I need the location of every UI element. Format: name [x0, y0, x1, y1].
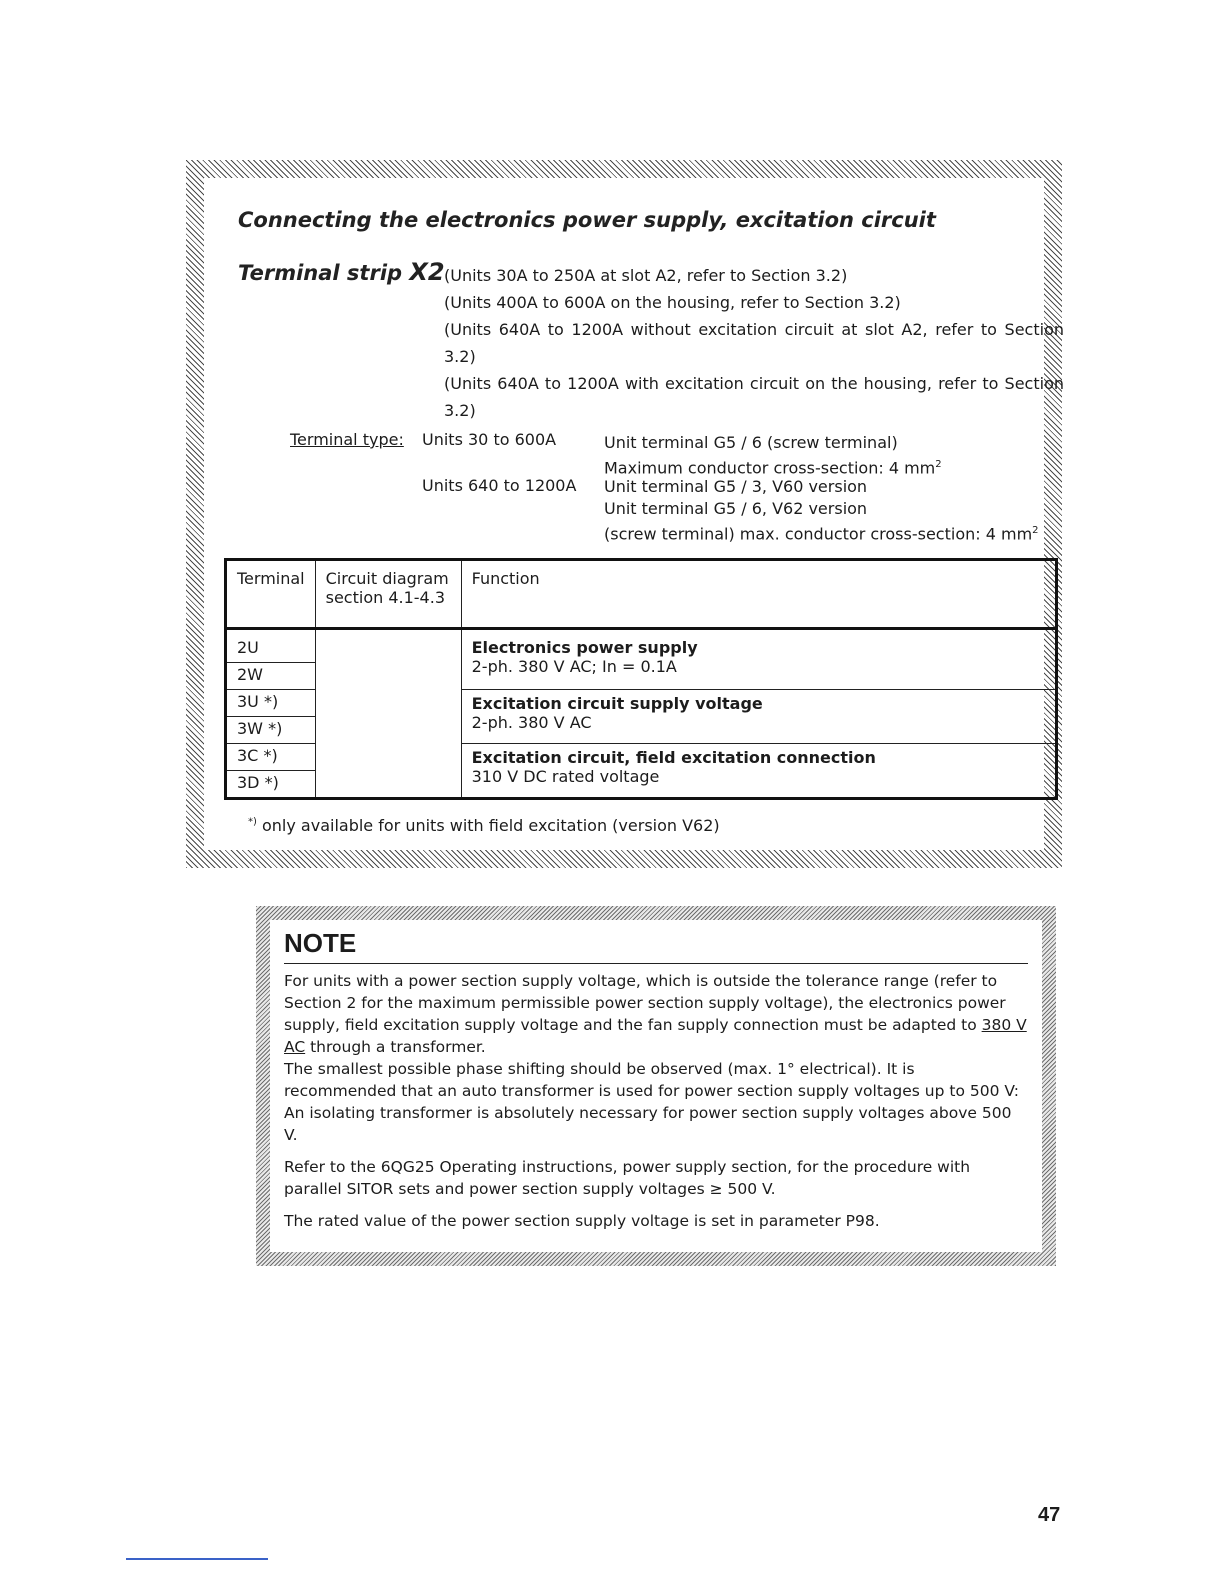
note-box-frame	[256, 906, 1056, 1266]
function-cell	[461, 690, 1056, 744]
function-detail: 2-ph. 380 V AC; In = 0.1A	[471, 657, 677, 676]
strip-note: (Units 640A to 1200A without excitation circuit at slot A2, refer to Section 3.2)	[444, 320, 1064, 366]
note-paragraph	[284, 970, 1028, 1146]
note-underlined-text: 380 V AC	[284, 1016, 1027, 1056]
note-text: through a transformer.	[305, 1038, 486, 1056]
note-title: NOTE	[284, 928, 1028, 964]
detail-line: Unit terminal G5 / 3, V60 version	[604, 477, 868, 496]
superscript: 2	[935, 459, 942, 470]
note-box	[270, 920, 1042, 1252]
footnote-mark: *)	[248, 816, 257, 828]
note-paragraph: The rated value of the power section supply voltage is set in parameter P98.	[284, 1212, 880, 1230]
table-row	[226, 629, 1057, 663]
strip-note: (Units 30A to 250A at slot A2, refer to Section 3.2)	[444, 266, 848, 285]
terminal-cell: 3C *)	[226, 744, 316, 771]
strip-note: (Units 640A to 1200A with excitation circuit on the housing, refer to Section 3.2)	[444, 374, 1064, 420]
strip-title-code: X2	[409, 258, 445, 286]
header-terminal: Terminal	[226, 560, 316, 629]
table-header-row	[226, 560, 1057, 629]
header-circuit-diagram: Circuit diagram section 4.1-4.3	[315, 560, 461, 629]
function-cell	[461, 629, 1056, 690]
footnote	[248, 816, 720, 835]
function-detail: 2-ph. 380 V AC	[471, 713, 592, 732]
detail-text: Maximum conductor cross-section: 4 mm	[604, 458, 936, 478]
terminal-cell: 3U *)	[226, 690, 316, 717]
connection-section	[204, 178, 1064, 850]
connection-section-frame	[186, 160, 1062, 868]
section-title: Connecting the electronics power supply, excitation circuit	[238, 208, 936, 232]
terminal-type-detail-2	[604, 476, 1039, 545]
detail-text: (screw terminal) max. conductor cross-section: 4 mm	[604, 524, 1033, 544]
detail-line	[604, 520, 1039, 545]
strip-location-notes	[444, 262, 1064, 424]
terminal-type-units-2: Units 640 to 1200A	[422, 476, 577, 495]
note-body	[284, 970, 1028, 1232]
terminal-cell: 3D *)	[237, 773, 279, 792]
terminal-cell: 2U	[226, 629, 316, 663]
terminal-cell: 3W *)	[226, 717, 316, 744]
header-function: Function	[461, 560, 1056, 629]
function-cell	[461, 744, 1056, 799]
terminal-type-label: Terminal type:	[290, 430, 404, 449]
function-detail: 310 V DC rated voltage	[471, 767, 660, 786]
function-heading: Electronics power supply	[471, 638, 698, 657]
footnote-text: only available for units with field excitation (version V62)	[256, 816, 720, 835]
terminal-strip-title	[238, 258, 445, 286]
detail-line: Unit terminal G5 / 6, V62 version	[604, 499, 868, 518]
bottom-rule	[126, 1558, 268, 1560]
function-heading: Excitation circuit supply voltage	[471, 694, 763, 713]
terminal-table	[224, 558, 1058, 800]
note-paragraph: Refer to the 6QG25 Operating instructions, power supply section, for the procedure with parallel SITOR sets and power section supply voltages ≥ 500 V.	[284, 1158, 971, 1198]
note-text: For units with a power section supply voltage, which is outside the tolerance range (refer to Section 2 for the maximum permissible power section supply voltage), the electronics power supply, field excitation supply voltage and the fan supply connection must be adapted to	[284, 972, 1006, 1034]
page-number: 47	[1038, 1504, 1061, 1526]
detail-line: Unit terminal G5 / 6 (screw terminal)	[604, 433, 898, 452]
strip-note: (Units 400A to 600A on the housing, refer to Section 3.2)	[444, 293, 901, 312]
strip-title-prefix: Terminal strip	[238, 261, 410, 285]
terminal-type-units-1: Units 30 to 600A	[422, 430, 557, 449]
terminal-type-detail-1	[604, 432, 942, 479]
terminal-cell: 2W	[226, 663, 316, 690]
circuit-diagram-cell	[315, 629, 461, 799]
function-heading: Excitation circuit, field excitation connection	[471, 748, 876, 767]
superscript: 2	[1032, 525, 1039, 536]
note-text: The smallest possible phase shifting should be observed (max. 1° electrical). It is recommended that an auto transformer is used for power section supply voltages up to 500 V: An isolating transformer is absolutely necessary for power section supply voltages above 500 V.	[284, 1060, 1019, 1144]
